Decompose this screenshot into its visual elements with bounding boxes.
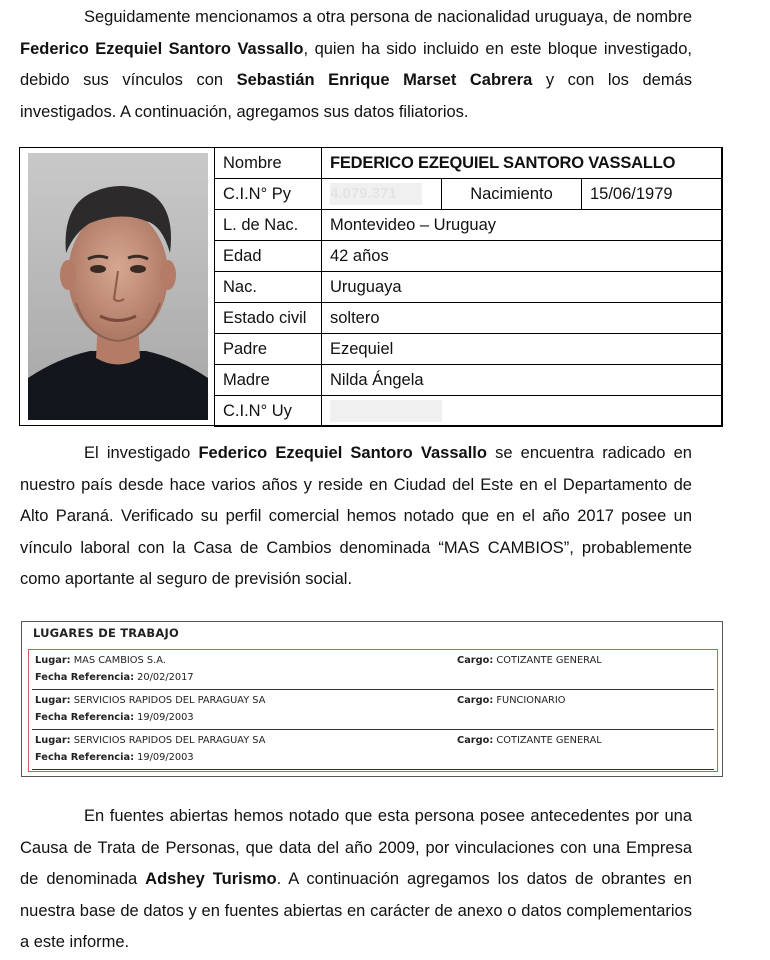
label-nacimiento: Nacimiento	[442, 179, 582, 210]
workplace-item: Lugar: MAS CAMBIOS S.A. Fecha Referencia: 20/02/2017 Cargo: COTIZANTE GENERAL	[32, 650, 714, 690]
value-nac: Uruguaya	[322, 272, 723, 303]
label-madre: Madre	[215, 365, 322, 396]
company-name: Adshey Turismo	[145, 870, 277, 888]
portrait-image	[28, 153, 208, 420]
value-lugar: Montevideo – Uruguay	[322, 210, 723, 241]
label-lugar: L. de Nac.	[215, 210, 322, 241]
row-nac	[215, 272, 723, 303]
row-estado	[215, 303, 723, 334]
background-paragraph: En fuentes abiertas hemos notado que esta persona posee antecedentes por una Causa de Trata de Personas, que data del año 2009, por vinculaciones con una Empresa de denominada Adshey Turismo. A continuación agregamos los datos de obrantes en nuestra base de datos y en fuentes abiertas en carácter de anexo o datos complementarios a este informe.	[20, 807, 692, 951]
label-cin-uy: C.I.N° Uy	[215, 396, 322, 427]
workplace-fecha: 19/09/2003	[137, 712, 194, 723]
workplace-lugar: SERVICIOS RAPIDOS DEL PARAGUAY SA	[73, 695, 266, 706]
workplace-cargo: COTIZANTE GENERAL	[496, 735, 602, 746]
label-padre: Padre	[215, 334, 322, 365]
row-madre	[215, 365, 723, 396]
row-padre	[215, 334, 723, 365]
row-cin-py	[215, 179, 723, 210]
value-nombre: FEDERICO EZEQUIEL SANTORO VASSALLO	[322, 148, 723, 179]
row-cin-uy	[215, 396, 723, 427]
profile-card	[19, 147, 722, 426]
intro-paragraph: Seguidamente mencionamos a otra persona de nacionalidad uruguaya, de nombre Federico Ezequiel Santoro Vassallo, quien ha sido incluido en este bloque investigado, debido sus vínculos con Sebastián Enrique Marset Cabrera y con los demás investigados. A continuación, agregamos sus datos filiatorios.	[20, 8, 692, 121]
residence-paragraph: El investigado Federico Ezequiel Santoro Vassallo se encuentra radicado en nuestro país desde hace varios años y reside en Ciudad del Este en el Departamento de Alto Paraná. Verificado su perfil comercial hemos notado que en el año 2017 posee un vínculo laboral con la Casa de Cambios denominada “MAS CAMBIOS”, probablemente como aportante al seguro de previsión social.	[20, 444, 692, 588]
value-cin-py-cell	[322, 179, 442, 210]
value-nacimiento: 15/06/1979	[582, 179, 723, 210]
value-madre: Nilda Ángela	[322, 365, 723, 396]
person-name-2: Federico Ezequiel Santoro Vassallo	[198, 444, 487, 462]
label-cin-py: C.I.N° Py	[215, 179, 322, 210]
workplace-cargo: COTIZANTE GENERAL	[496, 655, 602, 666]
workplace-lugar: MAS CAMBIOS S.A.	[73, 655, 166, 666]
label-estado: Estado civil	[215, 303, 322, 334]
redacted-cin-uy	[330, 400, 442, 422]
label-nac: Nac.	[215, 272, 322, 303]
row-nombre	[215, 148, 723, 179]
value-estado: soltero	[322, 303, 723, 334]
redacted-cin-py: 4.079.371	[330, 183, 422, 205]
workplace-lugar: SERVICIOS RAPIDOS DEL PARAGUAY SA	[73, 735, 266, 746]
label-edad: Edad	[215, 241, 322, 272]
workplace-item: Lugar: SERVICIOS RAPIDOS DEL PARAGUAY SA Fecha Referencia: 19/09/2003 Cargo: COTIZANTE GENERAL	[32, 730, 714, 770]
workplace-cargo: FUNCIONARIO	[496, 695, 566, 706]
value-edad: 42 años	[322, 241, 723, 272]
label-nombre: Nombre	[215, 148, 322, 179]
workplaces-box	[21, 621, 723, 777]
row-lugar	[215, 210, 723, 241]
workplace-item: Lugar: SERVICIOS RAPIDOS DEL PARAGUAY SA Fecha Referencia: 19/09/2003 Cargo: FUNCIONARIO	[32, 690, 714, 730]
value-padre: Ezequiel	[322, 334, 723, 365]
workplace-fecha: 20/02/2017	[137, 672, 194, 683]
linked-person-name: Sebastián Enrique Marset Cabrera	[236, 71, 533, 89]
value-cin-uy-cell	[322, 396, 723, 427]
workplaces-title: LUGARES DE TRABAJO	[33, 626, 179, 640]
workplaces-list	[28, 649, 718, 772]
person-photo	[28, 153, 208, 420]
profile-table	[214, 147, 723, 427]
person-name: Federico Ezequiel Santoro Vassallo	[20, 39, 304, 58]
workplace-fecha: 19/09/2003	[137, 752, 194, 763]
row-edad	[215, 241, 723, 272]
